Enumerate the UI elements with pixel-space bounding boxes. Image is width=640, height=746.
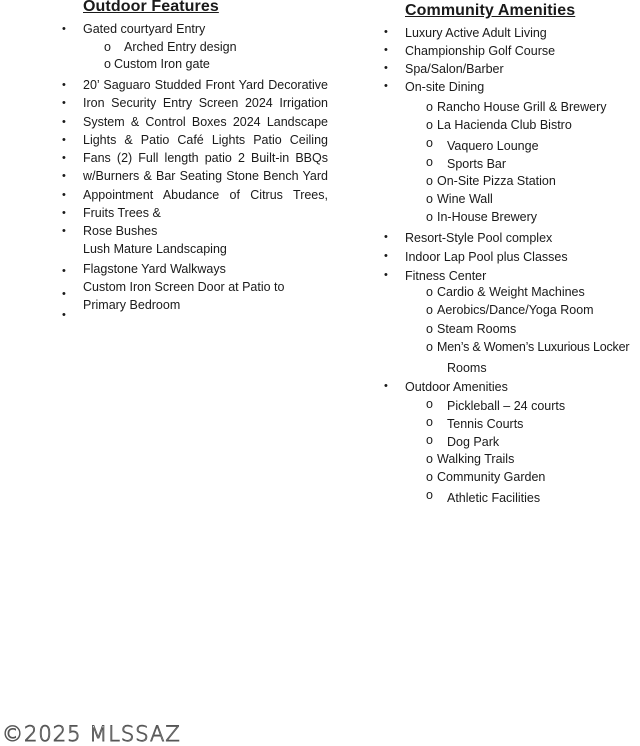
fitness-subitem: Men’s & Women’s Luxurious Locker — [437, 340, 630, 354]
fitness-subitem: Steam Rooms — [437, 322, 517, 336]
dining-subitem: In-House Brewery — [437, 210, 538, 224]
amenity-item-outdoor: Outdoor Amenities — [405, 380, 508, 394]
sub-marker-icon: o — [426, 470, 433, 484]
fitness-subitem: Cardio & Weight Machines — [437, 285, 585, 299]
outdoor-item-lush: Lush Mature Landscaping — [83, 242, 227, 256]
bullet-icon: • — [62, 79, 66, 91]
amenity-item-luxury: Luxury Active Adult Living — [405, 26, 547, 40]
sub-marker-icon: o — [426, 433, 433, 447]
sub-marker-icon: o — [426, 100, 433, 114]
bullet-icon: • — [62, 170, 66, 182]
bullet-icon: • — [62, 265, 66, 277]
bullet-icon: • — [384, 269, 388, 281]
outdoor-para-line: Lights & Patio Café Lights Patio Ceiling — [83, 133, 328, 147]
dining-subitem: Wine Wall — [437, 192, 493, 206]
sub-marker-icon: o — [426, 118, 433, 132]
dining-subitem: On-Site Pizza Station — [437, 174, 556, 188]
sub-marker-icon: o — [426, 488, 433, 502]
bullet-icon: • — [384, 380, 388, 392]
outdoor-features-heading: Outdoor Features — [83, 0, 219, 15]
outdoor-para-line: 20’ Saguaro Studded Front Yard Decorative — [83, 78, 328, 92]
copyright-watermark: ©2025 MLSSAZ — [2, 722, 181, 746]
outdoor-para-line: Iron Security Entry Screen 2024 Irrigation — [83, 96, 328, 110]
sub-marker-icon: o — [426, 303, 433, 317]
sub-marker-icon: o — [426, 155, 433, 169]
fitness-subitem-cont: Rooms — [447, 361, 487, 375]
bullet-icon: • — [62, 152, 66, 164]
sub-marker-icon: o — [426, 452, 433, 466]
outdoor-para-line: System & Control Boxes 2024 Landscape — [83, 115, 328, 129]
sub-marker-icon: o — [426, 136, 433, 150]
sub-marker-icon: o — [426, 174, 433, 188]
outdoor-item-gated: Gated courtyard Entry — [83, 22, 206, 36]
amenity-item-dining: On-site Dining — [405, 80, 485, 94]
outdoor-para-line: w/Burners & Bar Seating Stone Bench Yard — [83, 169, 328, 183]
outdoor-item-custom-door-cont: Primary Bedroom — [83, 298, 181, 312]
bullet-icon: • — [384, 250, 388, 262]
bullet-icon: • — [384, 231, 388, 243]
outdoor-subitem-iron-gate: Custom Iron gate — [114, 57, 210, 71]
outdoor-amenity-subitem: Tennis Courts — [447, 417, 524, 431]
outdoor-item-flagstone: Flagstone Yard Walkways — [83, 262, 226, 276]
outdoor-item-custom-door: Custom Iron Screen Door at Patio to — [83, 280, 285, 294]
fitness-subitem: Aerobics/Dance/Yoga Room — [437, 303, 594, 317]
sub-marker-icon: o — [104, 40, 111, 54]
dining-subitem: Sports Bar — [447, 157, 507, 171]
bullet-icon: • — [62, 309, 66, 321]
dining-subitem: Rancho House Grill & Brewery — [437, 100, 607, 114]
bullet-icon: • — [62, 207, 66, 219]
bullet-icon: • — [62, 23, 66, 35]
amenity-item-spa: Spa/Salon/Barber — [405, 62, 504, 76]
amenity-item-golf: Championship Golf Course — [405, 44, 556, 58]
sub-marker-icon: o — [426, 415, 433, 429]
dining-subitem: La Hacienda Club Bistro — [437, 118, 572, 132]
bullet-icon: • — [384, 44, 388, 56]
outdoor-amenity-subitem: Pickleball – 24 courts — [447, 399, 566, 413]
amenity-item-fitness: Fitness Center — [405, 269, 487, 283]
bullet-icon: • — [62, 225, 66, 237]
bullet-icon: • — [384, 80, 388, 92]
outdoor-amenity-subitem: Walking Trails — [437, 452, 515, 466]
bullet-icon: • — [62, 116, 66, 128]
bullet-icon: • — [62, 288, 66, 300]
bullet-icon: • — [384, 26, 388, 38]
sub-marker-icon: o — [104, 57, 111, 71]
outdoor-item-rose: Rose Bushes — [83, 224, 158, 238]
outdoor-para-line: Appointment Abudance of Citrus Trees, — [83, 188, 328, 202]
outdoor-amenity-subitem: Dog Park — [447, 435, 500, 449]
bullet-icon: • — [62, 97, 66, 109]
dining-subitem: Vaquero Lounge — [447, 139, 539, 153]
sub-marker-icon: o — [426, 340, 433, 354]
sub-marker-icon: o — [426, 397, 433, 411]
bullet-icon: • — [384, 62, 388, 74]
sub-marker-icon: o — [426, 322, 433, 336]
amenity-item-lap-pool: Indoor Lap Pool plus Classes — [405, 250, 568, 264]
bullet-icon: • — [62, 134, 66, 146]
outdoor-amenity-subitem: Community Garden — [437, 470, 546, 484]
outdoor-subitem-arched: Arched Entry design — [124, 40, 237, 54]
sub-marker-icon: o — [426, 210, 433, 224]
outdoor-item-fruits: Fruits Trees & — [83, 206, 161, 220]
community-amenities-heading: Community Amenities — [405, 2, 576, 19]
sub-marker-icon: o — [426, 285, 433, 299]
outdoor-para-line: Fans (2) Full length patio 2 Built-in BBQs — [83, 151, 328, 165]
outdoor-amenity-subitem: Athletic Facilities — [447, 491, 541, 505]
bullet-icon: • — [62, 189, 66, 201]
sub-marker-icon: o — [426, 192, 433, 206]
amenity-item-pool: Resort-Style Pool complex — [405, 231, 553, 245]
